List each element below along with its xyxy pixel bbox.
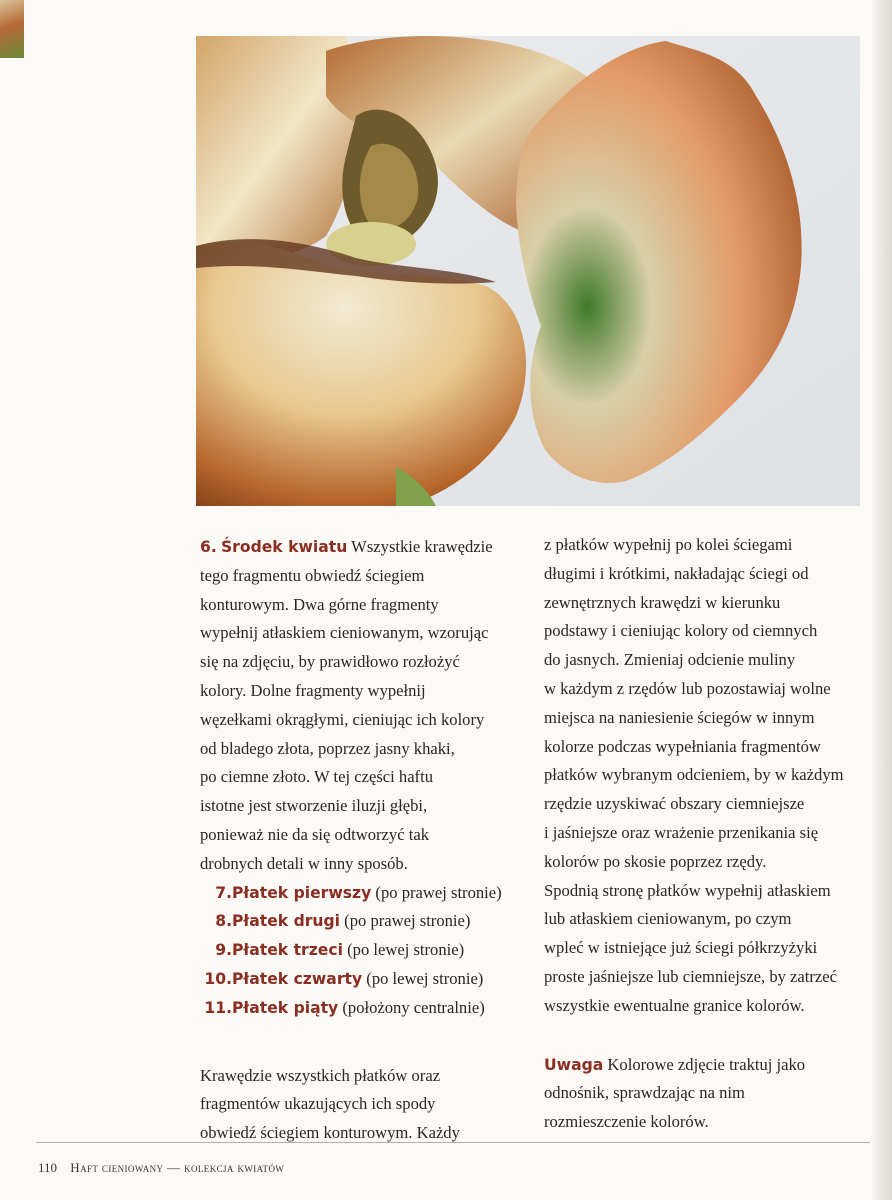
text-line: istotne jest stworzenie iluzji głębi,	[200, 796, 428, 816]
text-line: Spodnią stronę płatków wypełnij atłaskiem	[544, 880, 831, 900]
text-line: Krawędzie wszystkich płatków oraz	[200, 1065, 441, 1085]
note-title: Uwaga	[544, 1055, 604, 1074]
text-line: od bladego złota, poprzez jasny khaki,	[200, 738, 455, 758]
right-text-column	[544, 531, 874, 1137]
text-line: lub atłaskiem cieniowanym, po czym	[544, 909, 792, 929]
corner-thumbnail	[0, 0, 24, 58]
petal-note: (po prawej stronie)	[371, 882, 502, 902]
petal-number: 10.	[204, 969, 232, 988]
petal-note: (po lewej stronie)	[362, 968, 484, 988]
petal-number: 7.	[215, 883, 232, 902]
text-line: zewnętrznych krawędzi w kierunku	[544, 592, 781, 612]
book-title: Haft cieniowany — kolekcja kwiatów	[70, 1160, 285, 1175]
text-line: rozmieszczenie kolorów.	[544, 1112, 709, 1132]
text-line: kolory. Dolne fragmenty wypełnij	[200, 680, 426, 700]
text-line: fragmentów ukazujących ich spody	[200, 1094, 436, 1114]
petal-item	[200, 907, 535, 936]
petal-title: Płatek pierwszy	[232, 883, 372, 902]
flower-illustration-icon	[196, 36, 860, 506]
note-paragraph	[544, 1051, 874, 1137]
petal-number: 9.	[215, 941, 232, 960]
text-line: się na zdjęciu, by prawidłowo rozłożyć	[200, 652, 460, 672]
petal-item	[200, 879, 535, 908]
petal-title: Płatek czwarty	[232, 969, 363, 988]
text-line: Wszystkie krawędzie	[347, 537, 493, 556]
petal-title: Płatek trzeci	[232, 941, 343, 960]
petal-note: (położony centralnie)	[338, 997, 485, 1017]
petal-title: Płatek drugi	[232, 912, 341, 931]
text-line: podstawy i cieniując kolory od ciemnych	[544, 621, 818, 641]
page-number: 110	[38, 1160, 58, 1175]
petal-note: (po prawej stronie)	[340, 911, 471, 931]
petal-number: 11.	[204, 998, 232, 1017]
text-line: z płatków wypełnij po kolei ściegami	[544, 535, 793, 554]
text-line: drobnych detali w inny sposób.	[200, 853, 408, 873]
petal-fill-paragraph	[544, 531, 874, 1021]
text-line: wszystkie ewentualne granice kolorów.	[544, 995, 805, 1015]
text-line: odnośnik, sprawdzając na nim	[544, 1083, 745, 1103]
text-line: rzędzie uzyskiwać obszary ciemniejsze	[544, 794, 805, 814]
text-line: długimi i krótkimi, nakładając ściegi od	[544, 563, 809, 583]
section-6-first-line	[200, 533, 535, 562]
text-line: proste jaśniejsze lub ciemniejsze, by zatrzeć	[544, 966, 838, 986]
text-line: wypełnij atłaskiem cieniowanym, wzorując	[200, 623, 489, 643]
text-line: i jaśniejsze oraz wrażenie przenikania się	[544, 822, 819, 842]
petal-list	[200, 879, 535, 1023]
text-line: do jasnych. Zmieniaj odcienie muliny	[544, 650, 796, 670]
left-text-column	[200, 533, 535, 1148]
text-line: ponieważ nie da się odtworzyć tak	[200, 824, 429, 844]
embroidered-flower-photo	[196, 36, 860, 506]
petal-item	[200, 994, 535, 1023]
petal-item	[200, 965, 535, 994]
page-footer	[38, 1160, 284, 1176]
text-line: po ciemne złoto. W tej części haftu	[200, 767, 433, 787]
petal-number: 8.	[215, 912, 232, 931]
section-6-number: 6.	[200, 538, 217, 556]
text-line: kolorów po skosie poprzez rzędy.	[544, 851, 767, 871]
footer-divider	[36, 1142, 870, 1143]
text-line: węzełkami okrągłymi, cieniując ich kolory	[200, 709, 485, 729]
text-line: Kolorowe zdjęcie traktuj jako	[603, 1054, 806, 1074]
text-line: obwiedź ściegiem konturowym. Każdy	[200, 1123, 460, 1143]
text-line: tego fragmentu obwiedź ściegiem	[200, 565, 425, 585]
petal-title: Płatek piąty	[232, 998, 339, 1017]
text-line: wpleć w istniejące już ściegi półkrzyżyki	[544, 938, 818, 958]
text-line: płatków wybranym odcieniem, by w każdym	[544, 765, 844, 785]
text-line: konturowym. Dwa górne fragmenty	[200, 594, 439, 614]
text-line: w każdym z rzędów lub pozostawiaj wolne	[544, 678, 831, 698]
text-line: kolorze podczas wypełniania fragmentów	[544, 736, 821, 756]
section-6-title: Środek kwiatu	[220, 538, 348, 556]
petal-edges-paragraph	[200, 1062, 535, 1148]
section-6-paragraph	[200, 533, 535, 879]
note-first-line	[544, 1051, 874, 1080]
petal-note: (po lewej stronie)	[342, 940, 465, 960]
text-line: miejsca na naniesienie ściegów w innym	[544, 707, 815, 727]
petal-item	[200, 936, 535, 965]
